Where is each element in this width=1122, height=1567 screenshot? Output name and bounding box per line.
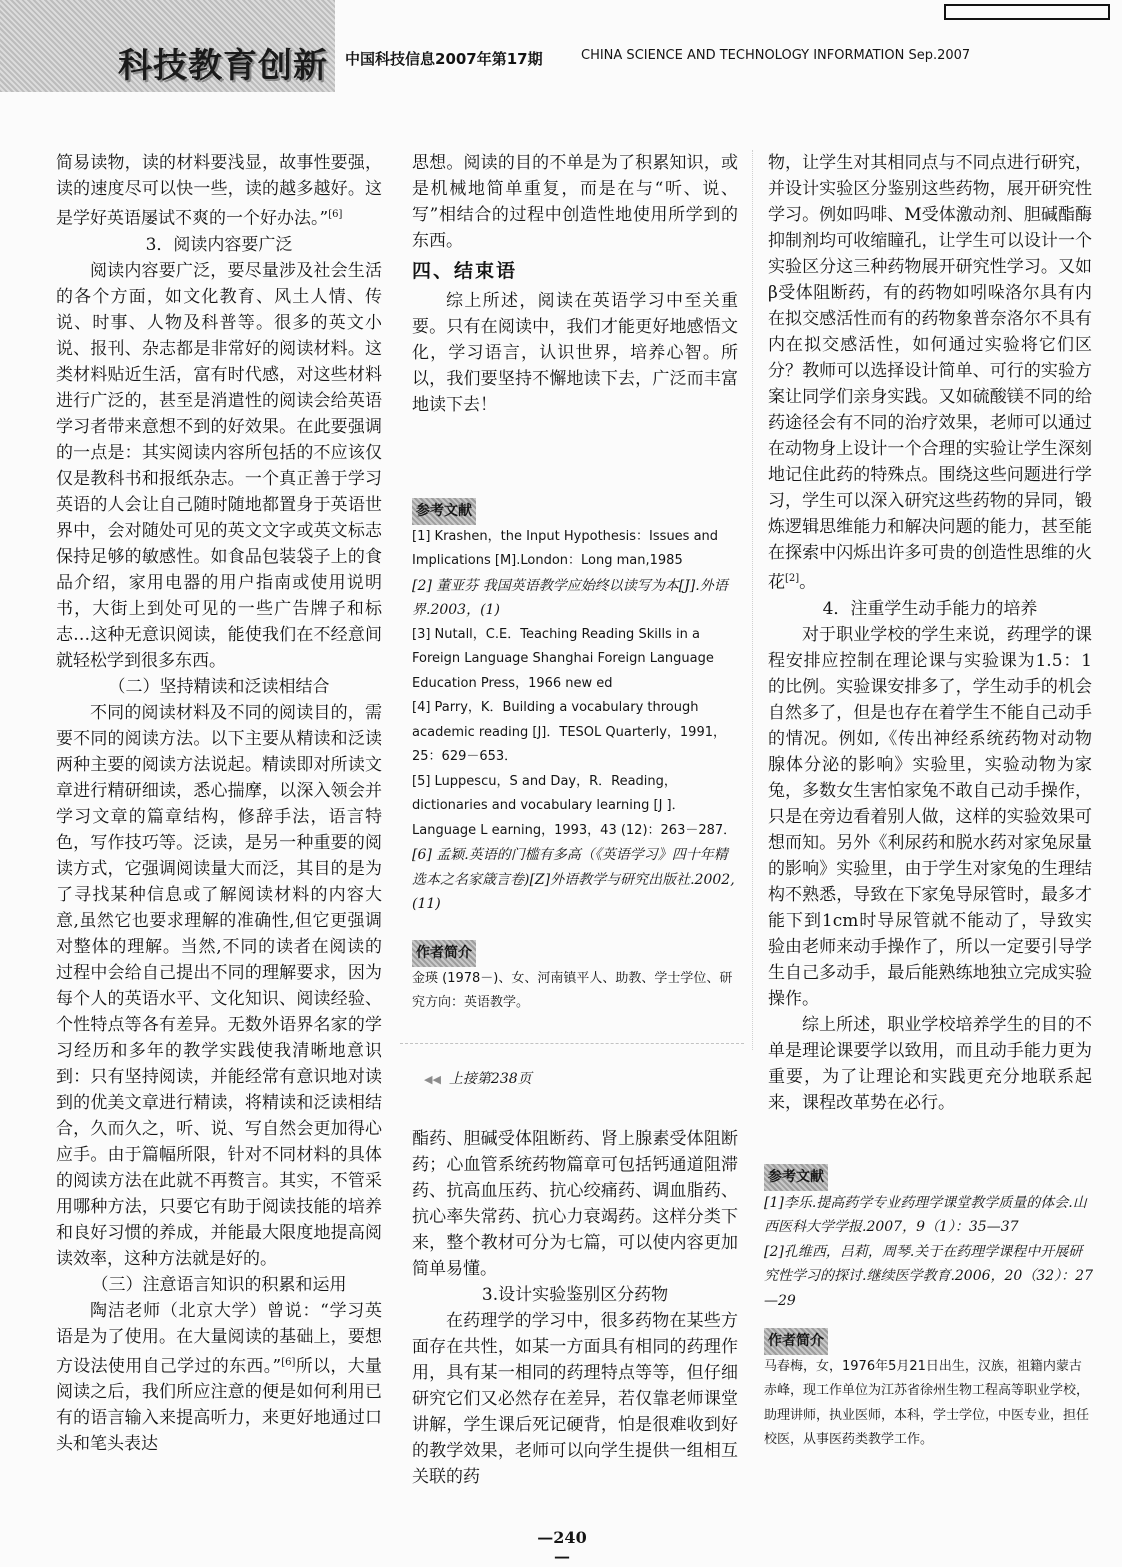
reference-item: [5] Luppescu，S and Day，R．Reading，dictionaries and vocabulary learning [J ]．Language L earning，1993，43 (12)：263－287． — [412, 773, 737, 838]
paragraph: 简易读物，读的材料要浅显，故事性要强，读的速度尽可以快一些，读的越多越好。这是学好英语屡试不爽的一个好办法。”[6] — [56, 153, 382, 229]
paragraph: 阅读内容要广泛，要尽量涉及社会生活的各个方面，如文化教育、风土人情、传说、时事、人物及科普等。很多的英文小说、报刊、杂志都是非常好的阅读材料。这类材料贴近生活，富有时代感，对这些材料进行广泛的，甚至是消遣性的阅读会给英语学习者带来意想不到的好效果。在此要强调的一点是：其实阅读内容所包括的不应该仅仅是教科书和报纸杂志。一个真正善于学习英语的人会让自己随时随地都置身于英语世界中，会对随处可见的英文文字或英文标志保持足够的敏感性。如食品包装袋子上的食品介绍，家用电器的用户指南或使用说明书，大街上到处可见的一些广告牌子和标志…这种无意识阅读，能使我们在不经意间就轻松学到很多东西。 — [56, 260, 382, 671]
page-number: —240— — [537, 1528, 587, 1566]
subheading: 3．阅读内容要广泛 — [145, 234, 293, 255]
references-block — [764, 1164, 1094, 1313]
continued-note: ◀◀ 上接第238页 — [424, 1071, 532, 1087]
column-2-lower — [412, 1126, 738, 1490]
citation: [2] — [785, 573, 800, 584]
column-divider — [752, 150, 753, 1050]
author-bio-title: 作者简介 — [764, 1328, 828, 1355]
paragraph: 在药理学的学习中，很多药物在某些方面存在共性，如某一方面具有相同的药理作用，具有某一相同的药理特点等等，但仔细研究它们又必然存在差异，若仅靠老师课堂讲解，学生课后死记硬背，怕是很难收到好的教学效果，老师可以向学生提供一组相互关联的药 — [412, 1311, 738, 1487]
column-2-upper — [412, 150, 738, 418]
citation: [6] — [281, 1356, 296, 1368]
author-bio-block — [764, 1328, 1094, 1453]
section-divider — [400, 1043, 744, 1044]
references-title: 参考文献 — [412, 498, 476, 525]
column-3 — [768, 150, 1092, 1116]
subheading: （二）坚持精读和泛读相结合 — [108, 676, 330, 697]
paragraph: 综上所述，阅读在英语学习中至关重要。只有在阅读中，我们才能更好地感悟文化，学习语言，认识世界，培养心智。所以，我们要坚持不懈地读下去，广泛而丰富地读下去！ — [412, 291, 738, 415]
paragraph: 物，让学生对其相同点与不同点进行研究，并设计实验区分鉴别这些药物，展开研究性学习。例如吗啡、M受体激动剂、胆碱酯酶抑制剂均可收缩瞳孔，让学生可以设计一个实验区分这三种药物展开研究性学习。又如β受体阻断药，有的药物如吲哚洛尔具有内在拟交感活性而有的药物象普奈洛尔不具有内在拟交感活性，如何通过实验将它们区分？教师可以选择设计简单、可行的实验方案让同学们亲身实践。又如硫酸镁不同的给药途径会有不同的治疗效果，老师可以通过在动物身上设计一个合理的实验让学生深刻地记住此药的特殊点。围绕这些问题进行学习，学生可以深入研究这些药物的异同，锻炼逻辑思维能力和解决问题的能力，甚至能在探索中闪烁出许多可贵的创造性思维的火花[2]。 — [768, 153, 1092, 593]
references-title: 参考文献 — [764, 1164, 828, 1191]
paragraph: 综上所述，职业学校培养学生的目的不单是理论课要学以致用，而且动手能力更为重要，为了让理论和实践更充分地联系起来，课程改革势在必行。 — [768, 1014, 1092, 1113]
journal-title-en: CHINA SCIENCE AND TECHNOLOGY INFORMATION Sep.2007 — [581, 48, 971, 63]
subheading: 4．注重学生动手能力的培养 — [822, 598, 1038, 619]
author-bio: 金瑛 (1978－)、女、河南镇平人、助教、学士学位、研究方向：英语教学。 — [412, 970, 733, 1010]
subheading: 3.设计实验鉴别区分药物 — [481, 1285, 669, 1305]
reference-item: [6] 孟颖.英语的门槛有多高（《英语学习》四十年精选本之名家箴言卷)[Z]外语教学与研究出版社.2002,(11) — [412, 847, 735, 912]
references-block — [412, 498, 738, 917]
reference-item: [1] Krashen，the Input Hypothesis：Issues and Implications [M].London：Long man,1985 — [412, 528, 719, 568]
reference-item: [3] Nutall，C.E．Teaching Reading Skills in a Foreign Language Shanghai Foreign Language Education Press，1966 new ed — [412, 626, 714, 691]
reference-item: [2] 董亚芬 我国英语教学应始终以读写为本[J].外语界.2003，(1) — [412, 577, 728, 618]
continued-arrow-icon: ◀◀ — [424, 1073, 441, 1086]
header-box — [944, 4, 1110, 20]
reference-item: [4] Parry，K．Building a vocabulary through academic reading [J]．TESOL Quarterly，1991，25：629－653． — [412, 700, 726, 764]
author-bio: 马春梅，女，1976年5月21日出生，汉族，祖籍内蒙古赤峰，现工作单位为江苏省徐州生物工程高等职业学校，助理讲师，执业医师，本科，学士学位，中医专业，担任校医，从事医药类教学工作。 — [764, 1358, 1090, 1447]
column-1 — [56, 150, 382, 1457]
author-bio-title: 作者简介 — [412, 940, 476, 967]
section-title: 四、结束语 — [412, 260, 518, 282]
author-bio-block — [412, 940, 738, 1016]
paragraph: 陶洁老师（北京大学）曾说：“学习英语是为了使用。在大量阅读的基础上，要想方设法使用自己学过的东西。”[6]所以，大量阅读之后，我们所应注意的便是如何利用已有的语言输入来提高听力，来更好地通过口头和笔头表达 — [56, 1300, 382, 1455]
subheading: （三）注意语言知识的积累和运用 — [91, 1274, 347, 1295]
paragraph: 对于职业学校的学生来说，药理学的课程安排应控制在理论课与实验课为1.5：1的比例。实验课安排多了，学生动手的机会自然多了，但是也存在着学生不能自己动手的情况。例如,《传出神经系统药物对动物腺体分泌的影响》实验里，实验动物为家兔，多数女生害怕家兔不敢自己动手操作，只是在旁边看着别人做，这样的实验效果可想而知。另外《利尿药和脱水药对家兔尿量的影响》实验里，由于学生对家兔的生理结构不熟悉，导致在下家兔导尿管时，最多才能下到1cm时导尿管就不能动了，导致实验由老师来动手操作了，所以一定要引导学生自己多动手，最后能熟练地独立完成实验操作。 — [768, 624, 1092, 1009]
reference-item: [1]李乐.提高药学专业药理学课堂教学质量的体会.山西医科大学学报.2007，9（1）：35—37 — [764, 1194, 1087, 1235]
reference-item: [2]孔维西，吕莉，周琴.关于在药理学课程中开展研究性学习的探讨.继续医学教育.2006，20（32）：27—29 — [764, 1243, 1093, 1309]
journal-title-cn: 中国科技信息2007年第17期 — [345, 50, 543, 68]
citation: [6] — [328, 209, 343, 220]
paragraph: 酯药、胆碱受体阻断药、肾上腺素受体阻断药；心血管系统药物篇章可包括钙通道阻滞药、抗高血压药、抗心绞痛药、调血脂药、抗心率失常药、抗心力衰竭药。这样分类下来，整个教材可分为七篇，可以使内容更加简单易懂。 — [412, 1129, 738, 1279]
paragraph: 不同的阅读材料及不同的阅读目的，需要不同的阅读方法。以下主要从精读和泛读两种主要的阅读方法说起。精读即对所读文章进行精研细读，悉心揣摩，以深入领会并学习文章的篇章结构，修辞手法，语言特色，写作技巧等。泛读，是另一种重要的阅读方式，它强调阅读量大而泛，其目的是为了寻找某种信息或了解阅读材料的内容大意,虽然它也要求理解的准确性,但它更强调对整体的理解。当然,不同的读者在阅读的过程中会给自己提出不同的理解要求，因为每个人的英语水平、文化知识、阅读经验、个性特点等各有差异。无数外语界名家的学习经历和多年的教学实践使我清晰地意识到：只有坚持阅读，并能经常有意识地对读到的优美文章进行精读，将精读和泛读相结合，久而久之，听、说、写自然会更加得心应手。由于篇幅所限，针对不同材料的具体的阅读方法在此就不再赘言。其实，不管采用哪种方法，只要它有助于阅读技能的培养和良好习惯的养成，并能最大限度地提高阅读效率，这种方法就是好的。 — [56, 702, 382, 1269]
paragraph: 思想。阅读的目的不单是为了积累知识，或是机械地简单重复，而是在与“听、说、写”相结合的过程中创造性地使用所学到的东西。 — [412, 153, 738, 251]
masthead-title: 科技教育创新 — [118, 46, 328, 86]
